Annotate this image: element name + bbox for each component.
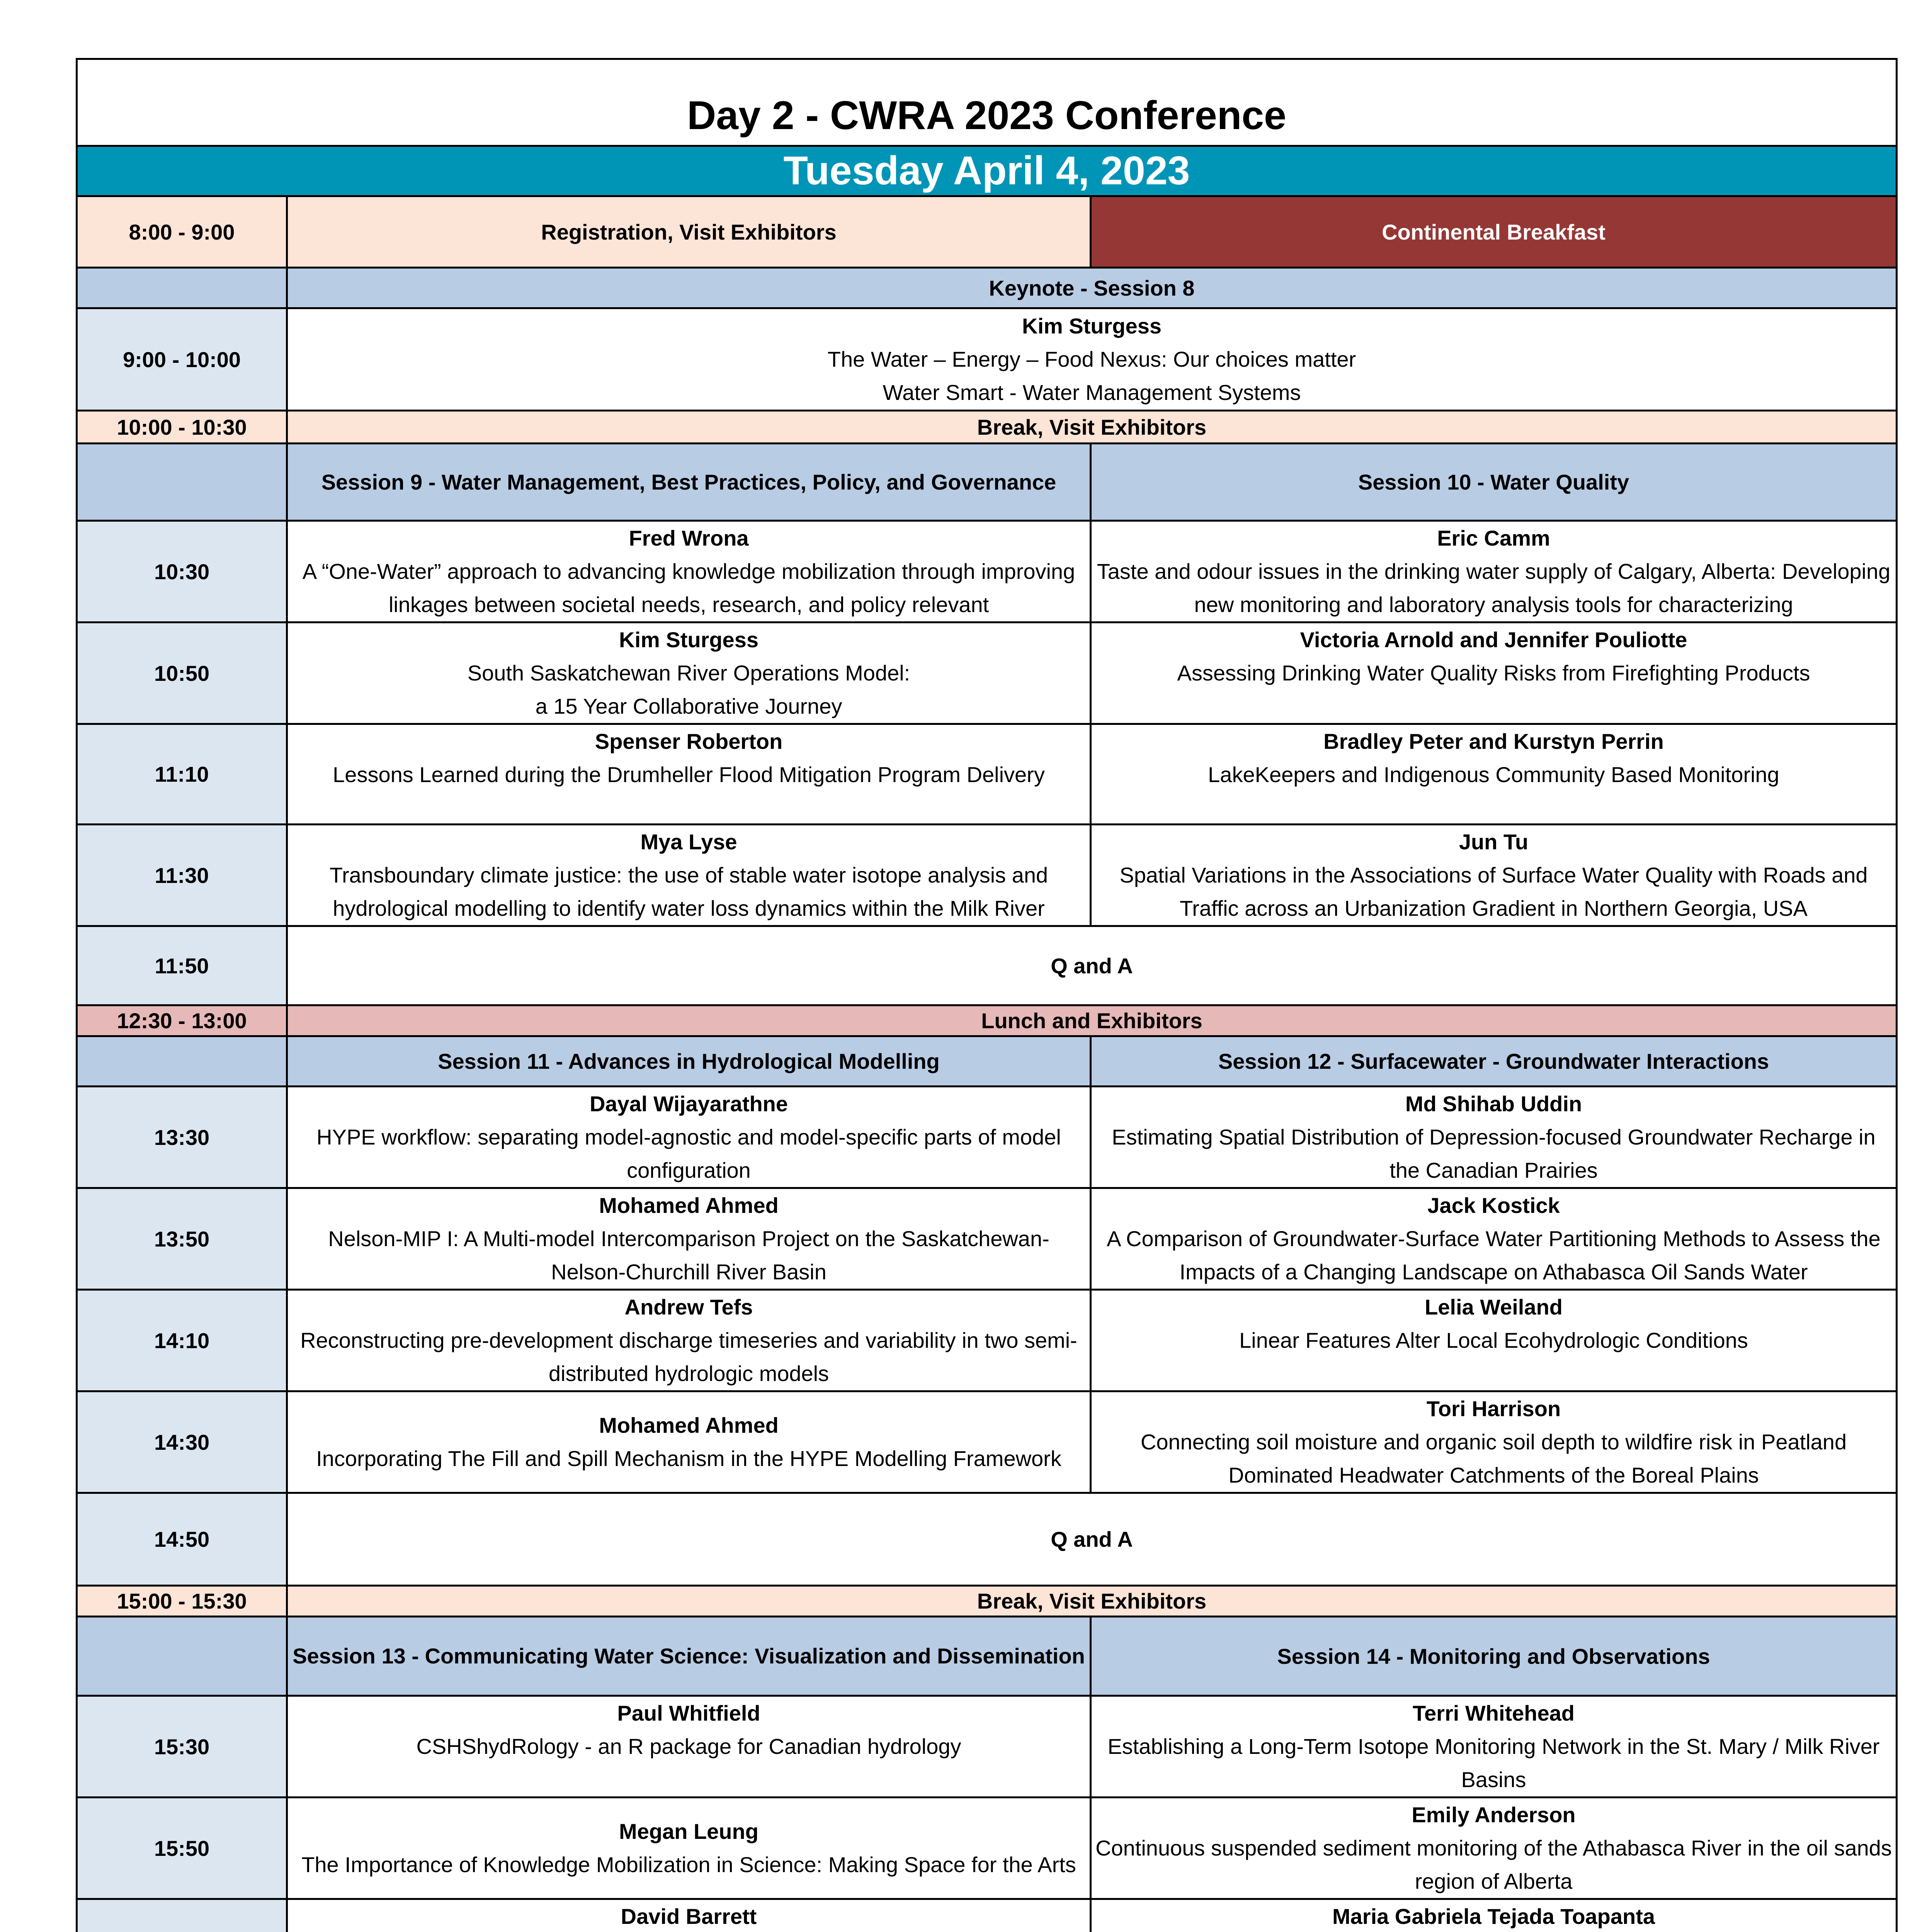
speaker-name: Mohamed Ahmed (599, 1413, 779, 1437)
talk-cell (1091, 622, 1897, 724)
talk-cell (287, 1696, 1091, 1798)
talk-cell (287, 1188, 1091, 1290)
speaker-name: Megan Leung (619, 1819, 759, 1844)
lunch-cell: Lunch and Exhibitors (287, 1005, 1897, 1036)
speaker-name: Paul Whitfield (617, 1701, 760, 1725)
talk-row (77, 1290, 1897, 1391)
time-cell: 14:30 (77, 1391, 287, 1493)
talk-cell (287, 1391, 1091, 1493)
time-cell (77, 1036, 287, 1087)
talk-title: A Comparison of Groundwater-Surface Water Partitioning Methods to Assess the Impacts of a Changing Landscape on Athabasca Oil Sands Water (1107, 1226, 1881, 1284)
talk-cell (1091, 1798, 1897, 1899)
time-cell: 9:00 - 10:00 (77, 308, 287, 411)
session-13-header: Session 13 - Communicating Water Science: Visualization and Dissemination (287, 1617, 1091, 1696)
talk-title: Estimating Spatial Distribution of Depression-focused Groundwater Recharge in the Canadian Prairies (1112, 1125, 1876, 1182)
talk-title: Spatial Variations in the Associations of Surface Water Quality with Roads and Traffic across an Urbanization Gradient in Northern Georgia, USA (1119, 863, 1868, 920)
time-cell (77, 1617, 287, 1696)
talk-title: LakeKeepers and Indigenous Community Based Monitoring (1208, 762, 1779, 787)
speaker-name: Kim Sturgess (1022, 314, 1162, 338)
talk-cell (1091, 1087, 1897, 1188)
talk-title: Nelson-MIP I: A Multi-model Intercomparison Project on the Saskatchewan-Nelson-Churchill River Basin (328, 1226, 1049, 1284)
schedule-table (76, 58, 1898, 1932)
breakfast-cell: Continental Breakfast (1091, 196, 1897, 268)
break-cell: Break, Visit Exhibitors (287, 1586, 1897, 1617)
time-cell: 10:50 (77, 622, 287, 724)
talk-title: Reconstructing pre-development discharge timeseries and variability in two semi-distributed hydrologic models (300, 1328, 1077, 1386)
talk-row (77, 1087, 1897, 1188)
talk-cell (1091, 825, 1897, 926)
time-cell: 14:10 (77, 1290, 287, 1391)
talk-cell (287, 724, 1091, 825)
talk-title: a 15 Year Collaborative Journey (535, 694, 842, 718)
speaker-name: Md Shihab Uddin (1405, 1092, 1582, 1116)
speaker-name: Jun Tu (1459, 830, 1529, 854)
speaker-name: Mya Lyse (640, 830, 737, 854)
qa-cell: Q and A (287, 1493, 1897, 1586)
speaker-name: Jack Kostick (1427, 1193, 1560, 1218)
date-row (77, 146, 1897, 196)
speaker-name: Eric Camm (1437, 526, 1550, 550)
speaker-name: Fred Wrona (629, 526, 749, 550)
date-banner: Tuesday April 4, 2023 (77, 146, 1897, 196)
session-header-row (77, 444, 1897, 521)
time-cell: 11:10 (77, 724, 287, 825)
time-cell: 15:50 (77, 1798, 287, 1899)
time-cell: 11:50 (77, 926, 287, 1005)
talk-cell (287, 521, 1091, 622)
keynote-header: Keynote - Session 8 (287, 268, 1897, 308)
talk-cell (1091, 1188, 1897, 1290)
session-header-row (77, 1036, 1897, 1087)
speaker-name: Spenser Roberton (595, 729, 783, 753)
break-row (77, 411, 1897, 444)
speaker-name: Terri Whitehead (1412, 1701, 1575, 1725)
talk-title: HYPE workflow: separating model-agnostic and model-specific parts of model configuration (316, 1125, 1061, 1182)
talk-title: A “One-Water” approach to advancing knowledge mobilization through improving linkages between societal needs, research, and policy relevant (302, 559, 1075, 617)
speaker-name: Bradley Peter and Kurstyn Perrin (1323, 729, 1664, 753)
registration-row (77, 196, 1897, 268)
speaker-name: Mohamed Ahmed (599, 1193, 779, 1218)
talk-title: Taste and odour issues in the drinking water supply of Calgary, Alberta: Developing new monitoring and laboratory analysis tools for characterizing (1097, 559, 1891, 617)
talk-cell (287, 1798, 1091, 1899)
talk-cell (1091, 521, 1897, 622)
break-row (77, 1586, 1897, 1617)
speaker-name: Emily Anderson (1412, 1803, 1576, 1827)
time-cell (77, 268, 287, 308)
talk-cell (287, 825, 1091, 926)
talk-title: Water Smart - Water Management Systems (883, 380, 1301, 405)
registration-cell: Registration, Visit Exhibitors (287, 196, 1091, 268)
time-cell: 13:50 (77, 1188, 287, 1290)
qa-row (77, 1493, 1897, 1586)
session-9-header: Session 9 - Water Management, Best Practices, Policy, and Governance (287, 444, 1091, 521)
talk-title: Linear Features Alter Local Ecohydrologic Conditions (1239, 1328, 1748, 1352)
talk-cell (287, 622, 1091, 724)
talk-row (77, 521, 1897, 622)
talk-cell (1091, 1899, 1897, 1932)
talk-cell (1091, 1290, 1897, 1391)
talk-title: South Saskatchewan River Operations Model: (467, 661, 910, 685)
lunch-row (77, 1005, 1897, 1036)
time-cell: 12:30 - 13:00 (77, 1005, 287, 1036)
talk-row (77, 1696, 1897, 1798)
talk-title: The Water – Energy – Food Nexus: Our choices matter (827, 347, 1356, 371)
session-14-header: Session 14 - Monitoring and Observations (1091, 1617, 1897, 1696)
session-header-row (77, 1617, 1897, 1696)
session-10-header: Session 10 - Water Quality (1091, 444, 1897, 521)
time-cell: 10:30 (77, 521, 287, 622)
talk-title: Continuous suspended sediment monitoring of the Athabasca River in the oil sands region of Alberta (1095, 1836, 1892, 1893)
speaker-name: Lelia Weiland (1425, 1295, 1563, 1319)
talk-row (77, 1899, 1897, 1932)
speaker-name: Tori Harrison (1426, 1396, 1561, 1421)
session-11-header: Session 11 - Advances in Hydrological Modelling (287, 1036, 1091, 1087)
time-cell: 15:00 - 15:30 (77, 1586, 287, 1617)
talk-title: Connecting soil moisture and organic soil depth to wildfire risk in Peatland Dominated Headwater Catchments of the Boreal Plains (1140, 1430, 1847, 1487)
talk-cell (1091, 1696, 1897, 1798)
time-cell: 13:30 (77, 1087, 287, 1188)
qa-cell: Q and A (287, 926, 1897, 1005)
break-cell: Break, Visit Exhibitors (287, 411, 1897, 444)
keynote-row (77, 308, 1897, 411)
time-cell: 14:50 (77, 1493, 287, 1586)
talk-row (77, 1188, 1897, 1290)
talk-cell (287, 1290, 1091, 1391)
speaker-name: David Barrett (621, 1904, 757, 1929)
keynote-header-row (77, 268, 1897, 308)
talk-cell (287, 1087, 1091, 1188)
talk-row (77, 1798, 1897, 1899)
talk-title: Transboundary climate justice: the use of stable water isotope analysis and hydrological modelling to identify water loss dynamics within the Milk River (329, 863, 1048, 920)
talk-row (77, 724, 1897, 825)
talk-title: Establishing a Long-Term Isotope Monitoring Network in the St. Mary / Milk River Basins (1107, 1734, 1880, 1792)
talk-title: CSHShydRology - an R package for Canadian hydrology (416, 1734, 961, 1759)
time-cell: 15:30 (77, 1696, 287, 1798)
qa-row (77, 926, 1897, 1005)
talk-title: Incorporating The Fill and Spill Mechanism in the HYPE Modelling Framework (316, 1446, 1061, 1471)
talk-title: The Importance of Knowledge Mobilization in Science: Making Space for the Arts (301, 1852, 1076, 1877)
time-cell: 8:00 - 9:00 (77, 196, 287, 268)
speaker-name: Victoria Arnold and Jennifer Pouliotte (1300, 628, 1687, 652)
talk-cell (1091, 724, 1897, 825)
talk-title: Lessons Learned during the Drumheller Flood Mitigation Program Delivery (333, 762, 1045, 787)
talk-cell (287, 1899, 1091, 1932)
talk-cell (1091, 1391, 1897, 1493)
time-cell: 11:30 (77, 825, 287, 926)
keynote-cell (287, 308, 1897, 411)
talk-row (77, 1391, 1897, 1493)
time-cell (77, 1899, 287, 1932)
talk-title: Assessing Drinking Water Quality Risks from Firefighting Products (1177, 661, 1810, 685)
speaker-name: Dayal Wijayarathne (589, 1092, 788, 1116)
speaker-name: Kim Sturgess (619, 628, 759, 652)
speaker-name: Andrew Tefs (624, 1295, 753, 1319)
talk-row (77, 825, 1897, 926)
session-12-header: Session 12 - Surfacewater - Groundwater Interactions (1091, 1036, 1897, 1087)
time-cell: 10:00 - 10:30 (77, 411, 287, 444)
title-row (77, 59, 1897, 146)
page-title: Day 2 - CWRA 2023 Conference (77, 59, 1897, 146)
talk-row (77, 622, 1897, 724)
time-cell (77, 444, 287, 521)
speaker-name: Maria Gabriela Tejada Toapanta (1332, 1904, 1655, 1929)
